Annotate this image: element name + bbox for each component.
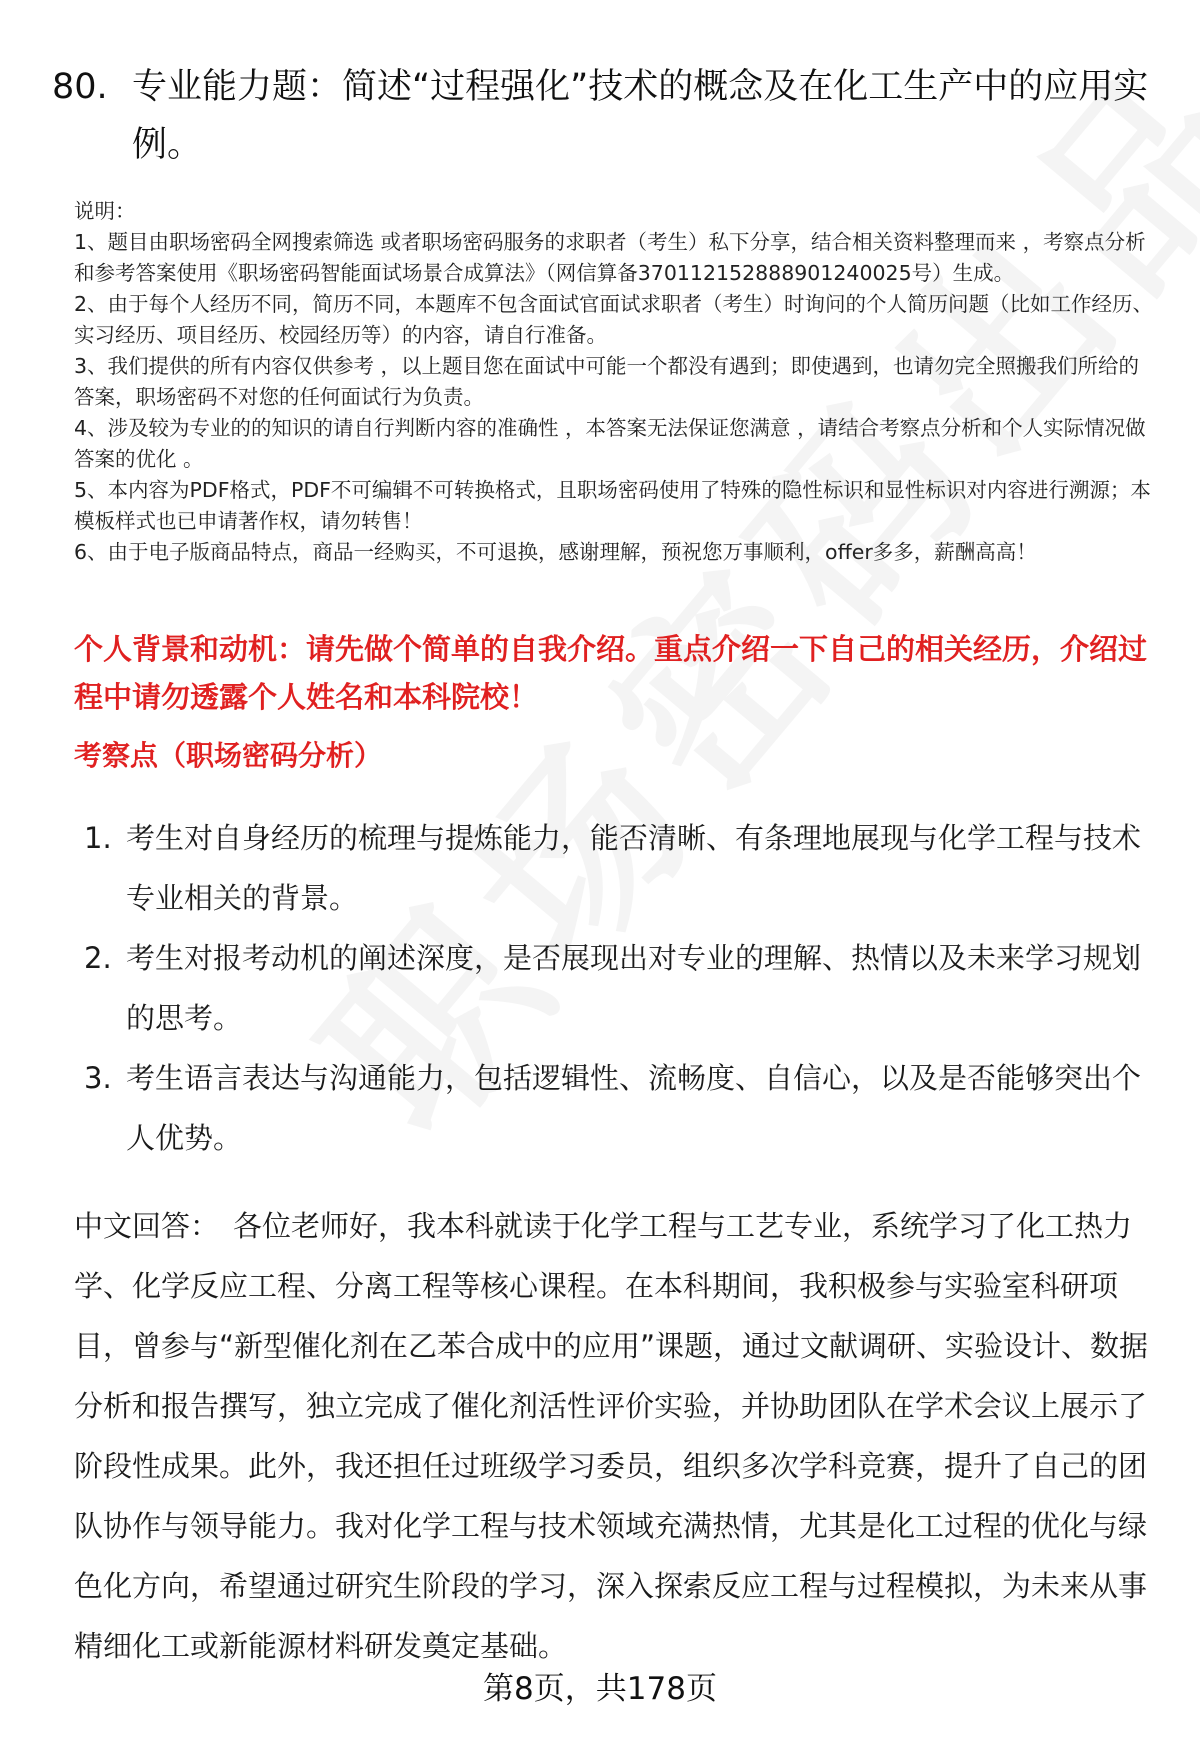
note-item: 1、题目由职场密码全网搜索筛选 或者职场密码服务的求职者（考生）私下分享，结合相关资料整理而来 ，考察点分析和参考答案使用《职场密码智能面试场景合成算法》（网信算备370112152888901240025号）生成。 [74,230,1146,285]
point-number: 2. [84,941,112,975]
notes-title: 说明： [74,199,136,223]
point-text: 考生对报考动机的阐述深度，是否展现出对专业的理解、热情以及未来学习规划的思考。 [126,941,1142,1035]
note-item: 5、本内容为PDF格式，PDF不可编辑不可转换格式，且职场密码使用了特殊的隐性标识和显性标识对内容进行溯源；本模板样式也已申请著作权，请勿转售！ [74,478,1151,533]
note-item: 2、由于每个人经历不同，简历不同，本题库不包含面试官面试求职者（考生）时询问的个人简历问题（比如工作经历、实习经历、项目经历、校园经历等）的内容，请自行准备。 [74,292,1154,347]
note-item: 4、涉及较为专业的的知识的请自行判断内容的准确性 ，本答案无法保证您满意 ，请结合考察点分析和个人实际情况做答案的优化 。 [74,416,1146,471]
background-heading: 个人背景和动机：请先做个简单的自我介绍。重点介绍一下自己的相关经历，介绍过程中请勿透露个人姓名和本科院校！ [74,632,1148,714]
notes-section [74,196,1154,568]
point-number: 3. [84,1061,112,1095]
analysis-points [84,808,1144,1168]
answer-text: 各位老师好，我本科就读于化学工程与工艺专业，系统学习了化工热力学、化学反应工程、分离工程等核心课程。在本科期间，我积极参与实验室科研项目，曾参与“新型催化剂在乙苯合成中的应用”课题，通过文献调研、实验设计、数据分析和报告撰写，独立完成了催化剂活性评价实验，并协助团队在学术会议上展示了阶段性成果。此外，我还担任过班级学习委员，组织多次学科竞赛，提升了自己的团队协作与领导能力。我对化学工程与技术领域充满热情，尤其是化工过程的优化与绿色化方向，希望通过研究生阶段的学习，深入探索反应工程与过程模拟，为未来从事精细化工或新能源材料研发奠定基础。 [74,1209,1149,1663]
question-text: 专业能力题：简述“过程强化”技术的概念及在化工生产中的应用实例。 [132,67,1149,165]
answer-label: 中文回答： [74,1209,220,1243]
analysis-point [84,928,1144,1048]
analysis-heading: 考察点（职场密码分析） [74,739,383,772]
point-text: 考生语言表达与沟通能力，包括逻辑性、流畅度、自信心，以及是否能够突出个人优势。 [126,1061,1142,1155]
point-number: 1. [84,821,112,855]
analysis-point [84,808,1144,928]
answer-paragraph [74,1196,1154,1676]
page-footer: 第8页，共178页 [483,1671,717,1707]
question-number: 80. [52,67,108,107]
note-item: 3、我们提供的所有内容仅供参考 ，以上题目您在面试中可能一个都没有遇到；即使遇到，也请勿完全照搬我们所给的答案，职场密码不对您的任何面试行为负责。 [74,354,1140,409]
analysis-point [84,1048,1144,1168]
note-item: 6、由于电子版商品特点，商品一经购买，不可退换，感谢理解，预祝您万事顺利，offer多多，薪酬高高！ [74,540,1037,564]
question [52,58,1152,174]
point-text: 考生对自身经历的梳理与提炼能力，能否清晰、有条理地展现与化学工程与技术专业相关的背景。 [126,821,1142,915]
